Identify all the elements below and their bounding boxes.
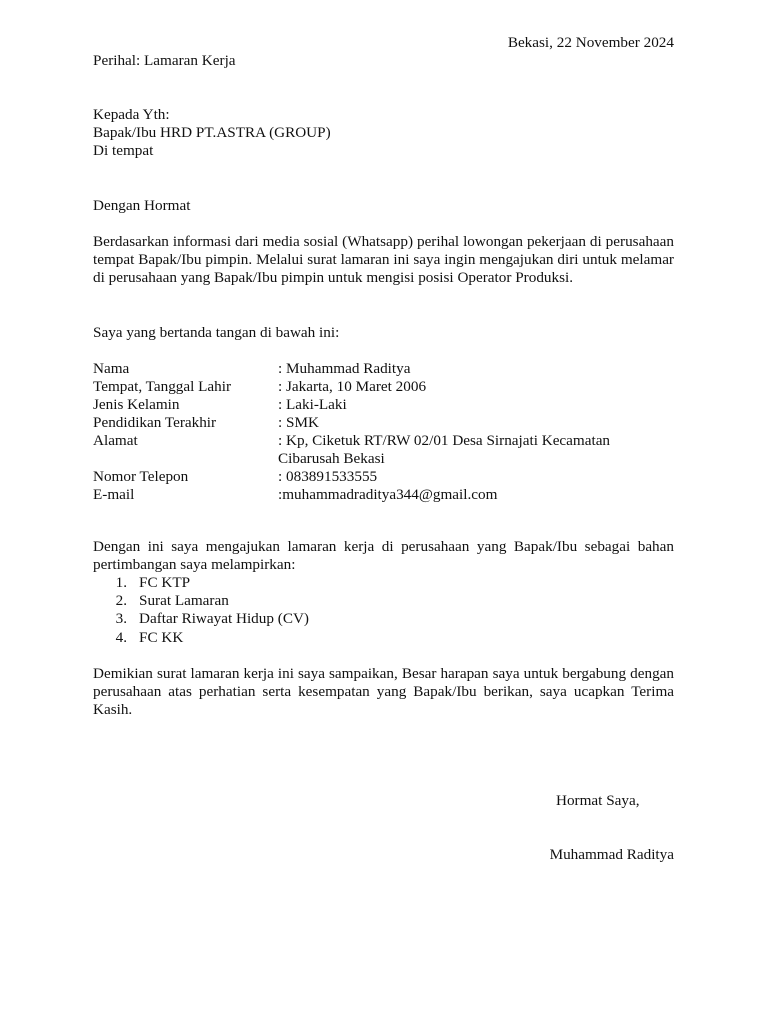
closing-paragraph: Demikian surat lamaran kerja ini saya sampaikan, Besar harapan saya untuk bergabung dengan perusahaan atas perhatian serta kesempatan yang Bapak/Ibu berikan, saya ucapkan Terima Kasih. bbox=[93, 665, 674, 718]
field-value-email: :muhammadraditya344@gmail.com bbox=[278, 486, 498, 503]
attachment-number: 2. bbox=[115, 592, 127, 609]
recipient-line-3: Di tempat bbox=[93, 142, 154, 159]
field-value-address: : Kp, Ciketuk RT/RW 02/01 Desa Sirnajati Kecamatan bbox=[278, 432, 611, 449]
list-item: FC KTP bbox=[139, 574, 191, 591]
greeting: Dengan Hormat bbox=[93, 197, 191, 214]
field-value-education: : SMK bbox=[278, 414, 319, 431]
field-label-name: Nama bbox=[93, 360, 130, 377]
attachments-intro: Dengan ini saya mengajukan lamaran kerja di perusahaan yang Bapak/Ibu sebagai bahan pertimbangan saya melampirkan: bbox=[93, 538, 674, 573]
list-item: Daftar Riwayat Hidup (CV) bbox=[139, 610, 309, 627]
field-value-name: : Muhammad Raditya bbox=[278, 360, 411, 377]
attachment-number: 4. bbox=[115, 629, 127, 646]
list-item: Surat Lamaran bbox=[139, 592, 229, 609]
undersigned-line: Saya yang bertanda tangan di bawah ini: bbox=[93, 324, 340, 341]
field-label-gender: Jenis Kelamin bbox=[93, 396, 180, 413]
field-label-email: E-mail bbox=[93, 486, 135, 503]
field-label-education: Pendidikan Terakhir bbox=[93, 414, 217, 431]
field-value-gender: : Laki-Laki bbox=[278, 396, 347, 413]
field-label-address: Alamat bbox=[93, 432, 138, 449]
field-value-address-cont: Cibarusah Bekasi bbox=[278, 450, 385, 467]
field-value-phone: : 083891533555 bbox=[278, 468, 378, 485]
field-value-birth: : Jakarta, 10 Maret 2006 bbox=[278, 378, 427, 395]
place-date: Bekasi, 22 November 2024 bbox=[507, 34, 674, 51]
signoff: Hormat Saya, bbox=[556, 792, 640, 809]
recipient-line-1: Kepada Yth: bbox=[93, 106, 170, 123]
attachment-number: 3. bbox=[115, 610, 127, 627]
attachment-number: 1. bbox=[115, 574, 127, 591]
field-label-birth: Tempat, Tanggal Lahir bbox=[93, 378, 232, 395]
recipient-line-2: Bapak/Ibu HRD PT.ASTRA (GROUP) bbox=[93, 124, 331, 141]
intro-paragraph: Berdasarkan informasi dari media sosial (Whatsapp) perihal lowongan pekerjaan di perusahaan tempat Bapak/Ibu pimpin. Melalui surat lamaran ini saya ingin mengajukan diri untuk melamar di perusahaan yang Bapak/Ibu pimpin untuk mengisi posisi Operator Produksi. bbox=[93, 233, 674, 286]
list-item: FC KK bbox=[139, 629, 184, 646]
subject-line: Perihal: Lamaran Kerja bbox=[93, 52, 236, 69]
signature-name: Muhammad Raditya bbox=[549, 846, 674, 863]
field-label-phone: Nomor Telepon bbox=[93, 468, 189, 485]
